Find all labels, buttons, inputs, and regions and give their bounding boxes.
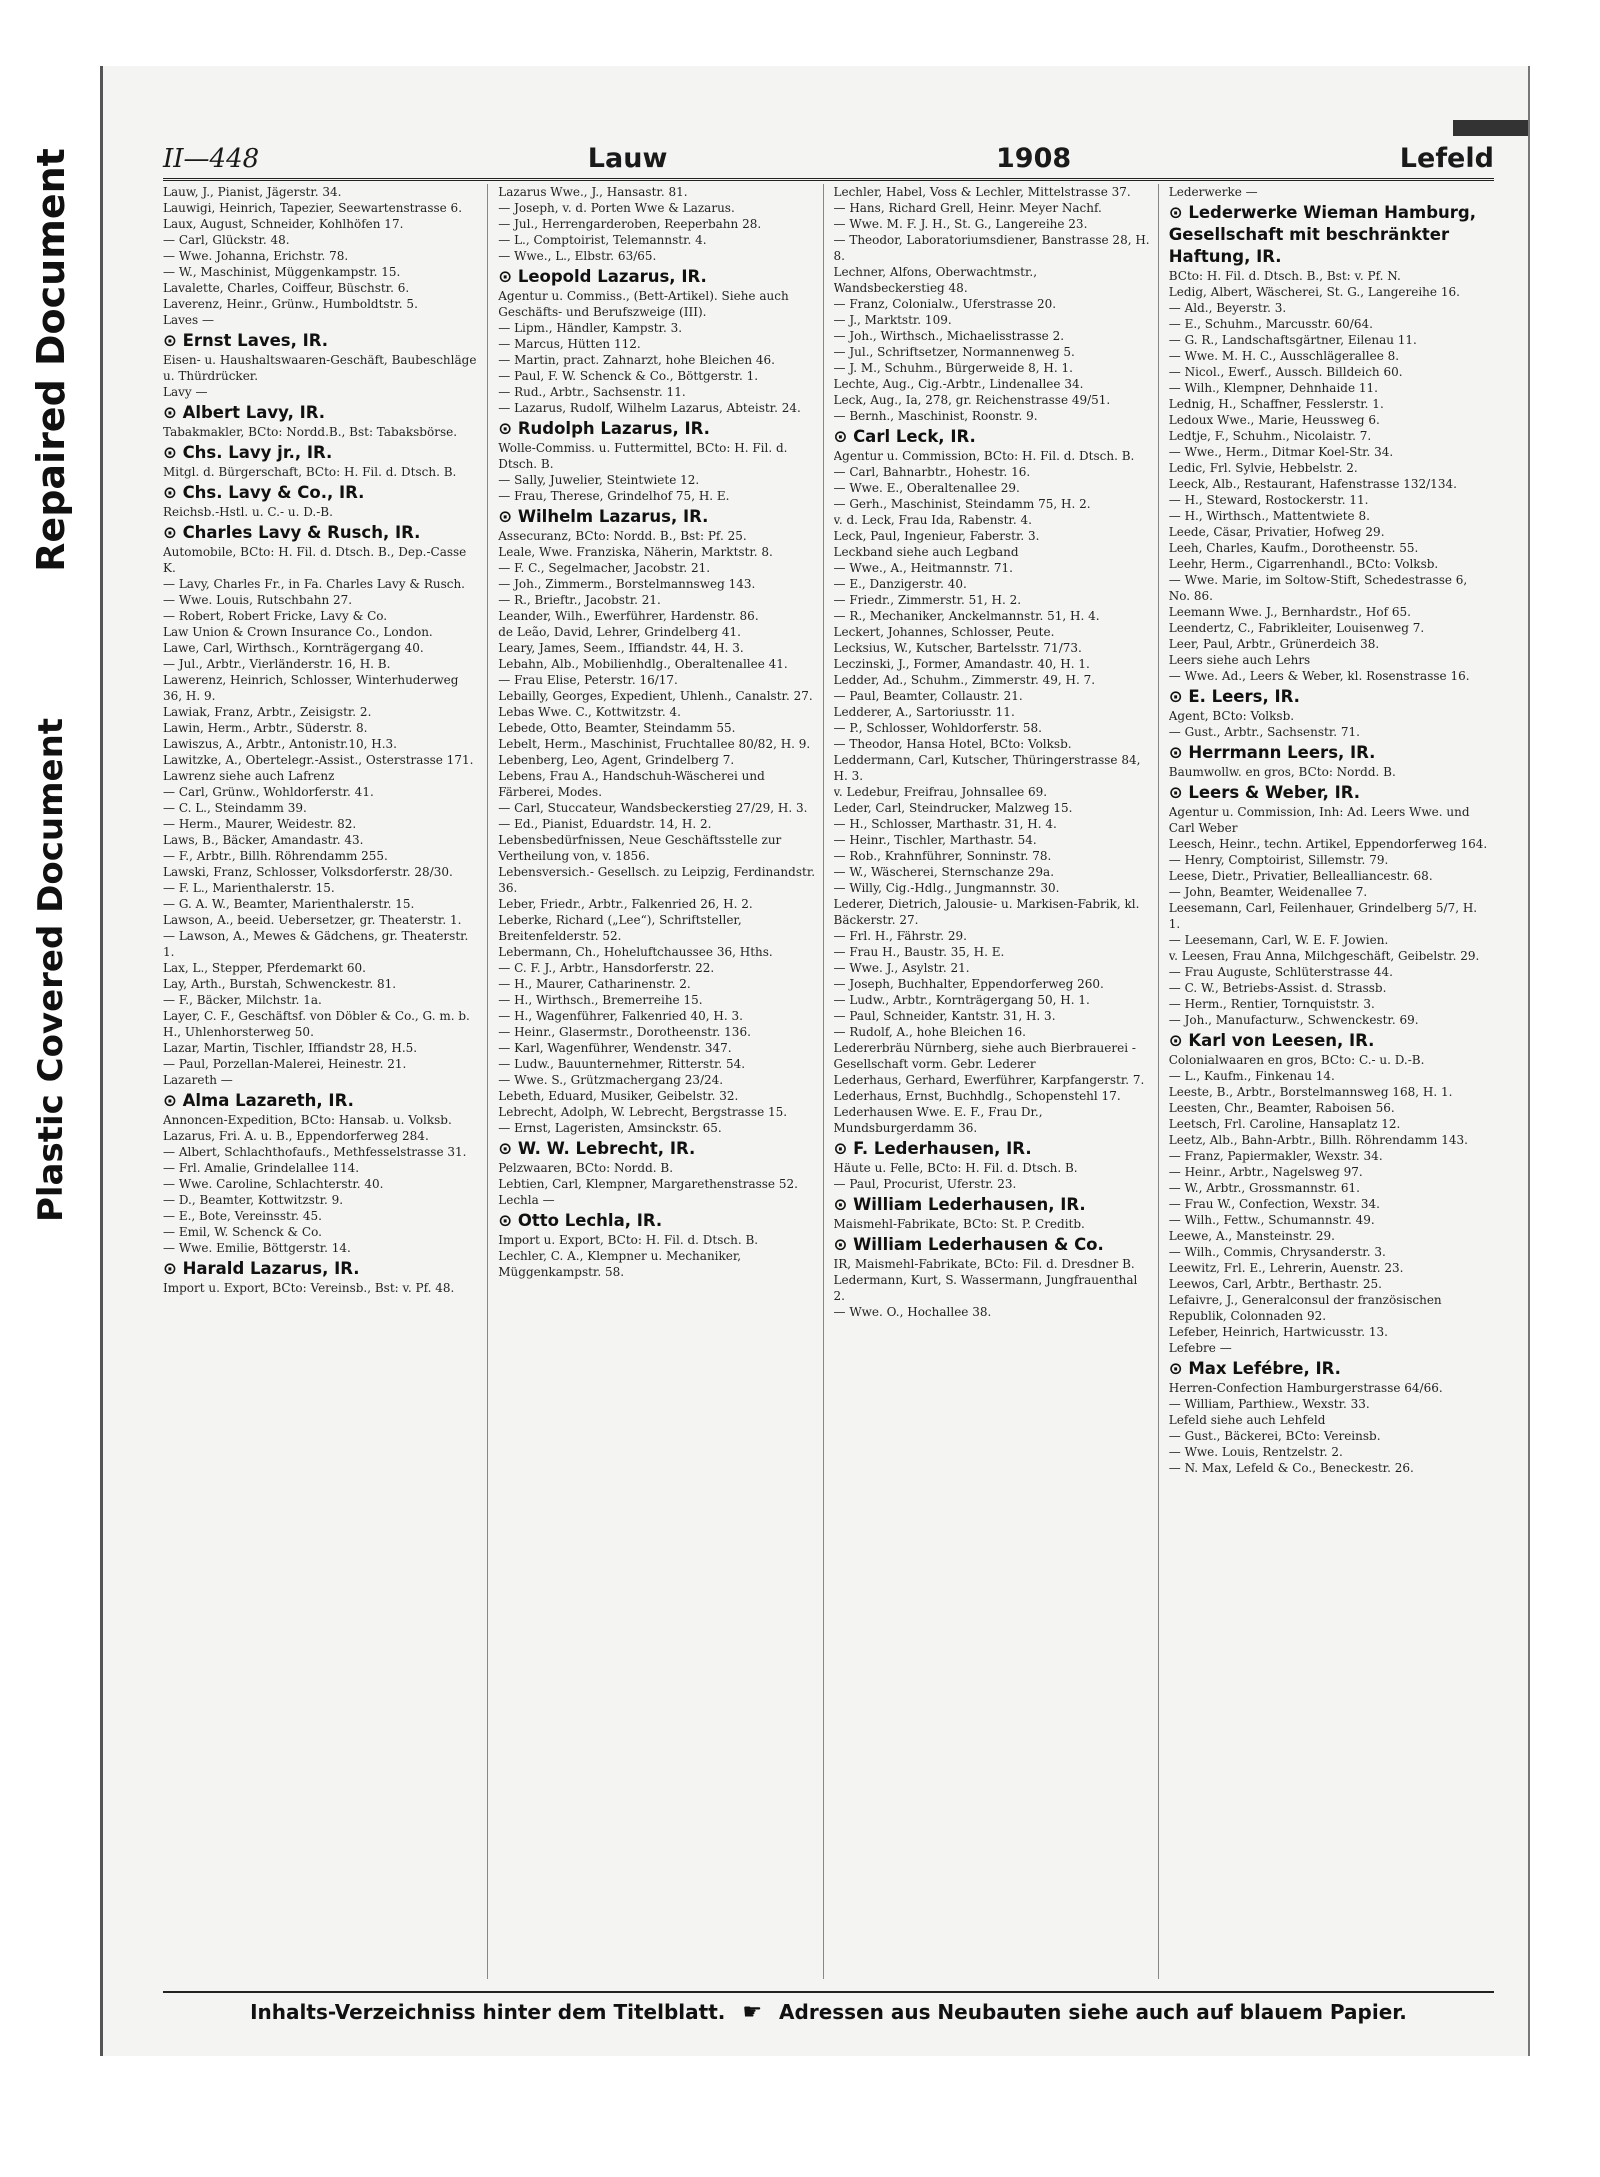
directory-entry: Lebermann, Ch., Hoheluftchaussee 36, Hths. — [498, 945, 773, 959]
directory-entry: — Paul, Porzellan-Malerei, Heinestr. 21. — [163, 1057, 407, 1071]
directory-entry: — R., Brieftr., Jacobstr. 21. — [498, 593, 661, 607]
directory-entry: — C. L., Steindamm 39. — [163, 801, 307, 815]
directory-entry: — R., Mechaniker, Anckelmannstr. 51, H. 4. — [833, 609, 1100, 623]
firm-entry: ⊙ Rudolph Lazarus, IR. — [498, 419, 710, 438]
directory-entry: — D., Beamter, Kottwitzstr. 9. — [163, 1193, 344, 1207]
directory-column — [834, 184, 1159, 1979]
directory-entry: — Gerh., Maschinist, Steindamm 75, H. 2. — [833, 497, 1091, 511]
directory-entry: — Carl, Grünw., Wohldorferstr. 41. — [163, 785, 374, 799]
directory-entry: Lawitzke, A., Obertelegr.-Assist., Osterstrasse 171. — [163, 753, 474, 767]
directory-entry: Leck, Aug., Ia, 278, gr. Reichenstrasse 49/51. — [833, 393, 1111, 407]
directory-entry: BCto: H. Fil. d. Dtsch. B., Bst: v. Pf. N. — [1168, 269, 1401, 283]
firm-entry: ⊙ Chs. Lavy jr., IR. — [163, 443, 333, 462]
directory-entry: — Wwe. Louis, Rentzelstr. 2. — [1168, 1445, 1343, 1459]
directory-entry: — Ludw., Arbtr., Kornträgergang 50, H. 1. — [833, 993, 1090, 1007]
directory-entry: Leary, James, Seem., Iffiandstr. 44, H. 3. — [498, 641, 744, 655]
directory-entry: Lebahn, Alb., Mobilienhdlg., Oberaltenallee 41. — [498, 657, 788, 671]
firm-entry: ⊙ Wilhelm Lazarus, IR. — [498, 507, 709, 526]
firm-entry: ⊙ William Lederhausen, IR. — [833, 1195, 1086, 1214]
directory-entry: — Bernh., Maschinist, Roonstr. 9. — [833, 409, 1038, 423]
directory-entry: de Leão, David, Lehrer, Grindelberg 41. — [498, 625, 741, 639]
firm-entry: ⊙ Ernst Laves, IR. — [163, 331, 329, 350]
directory-entry: — H., Wirthsch., Mattentwiete 8. — [1168, 509, 1370, 523]
directory-entry: — P., Schlosser, Wohldorferstr. 58. — [833, 721, 1042, 735]
directory-entry: — Ed., Pianist, Eduardstr. 14, H. 2. — [498, 817, 712, 831]
left-headword: Lauw — [587, 143, 668, 174]
directory-entry: — W., Wäscherei, Sternschanze 29a. — [833, 865, 1055, 879]
directory-entry: Lay, Arth., Burstah, Schwenckestr. 81. — [163, 977, 397, 991]
directory-entry: Lefeld siehe auch Lehfeld — [1168, 1413, 1326, 1427]
directory-entry: Leander, Wilh., Ewerführer, Hardenstr. 86. — [498, 609, 759, 623]
firm-entry: ⊙ William Lederhausen & Co. — [833, 1235, 1104, 1254]
directory-entry: — Hans, Richard Grell, Heinr. Meyer Nachf. — [833, 201, 1102, 215]
directory-entry: — Herm., Rentier, Tornquiststr. 3. — [1168, 997, 1375, 1011]
directory-column — [1169, 184, 1494, 1979]
directory-entry: Leede, Cäsar, Privatier, Hofweg 29. — [1168, 525, 1385, 539]
directory-entry: Agent, BCto: Volksb. — [1168, 709, 1295, 723]
directory-entry: Leetz, Alb., Bahn-Arbtr., Billh. Röhrendamm 143. — [1168, 1133, 1468, 1147]
directory-entry: — G. R., Landschaftsgärtner, Eilenau 11. — [1168, 333, 1417, 347]
directory-entry: — Wwe. Louis, Rutschbahn 27. — [163, 593, 353, 607]
directory-entry: Lebas Wwe. C., Kottwitzstr. 4. — [498, 705, 681, 719]
directory-entry: — Joh., Wirthsch., Michaelisstrasse 2. — [833, 329, 1065, 343]
year-heading: 1908 — [996, 143, 1072, 174]
directory-entry: — Theodor, Laboratoriumsdiener, Banstrasse 28, H. 8. — [833, 233, 1150, 263]
directory-entry: Leesch, Heinr., techn. Artikel, Eppendorferweg 164. — [1168, 837, 1488, 851]
firm-entry: ⊙ W. W. Lebrecht, IR. — [498, 1139, 696, 1158]
plastic-covered-text: Plastic Covered Document — [31, 717, 72, 1223]
directory-entry: — Heinr., Tischler, Marthastr. 54. — [833, 833, 1037, 847]
directory-entry: Law Union & Crown Insurance Co., London. — [163, 625, 433, 639]
directory-entry: — Nicol., Ewerf., Aussch. Billdeich 60. — [1168, 365, 1403, 379]
directory-entry: Lebailly, Georges, Expedient, Uhlenh., Canalstr. 27. — [498, 689, 813, 703]
firm-entry: ⊙ Leopold Lazarus, IR. — [498, 267, 707, 286]
footer-index-note: Inhalts-Verzeichniss hinter dem Titelblatt. — [250, 2000, 726, 2024]
directory-entry: Eisen- u. Haushaltswaaren-Geschäft, Baubeschläge u. Thürdrücker. — [163, 353, 477, 383]
directory-entry: — Willy, Cig.-Hdlg., Jungmannstr. 30. — [833, 881, 1060, 895]
directory-entry: Lederwerke — — [1168, 185, 1258, 199]
directory-entry: Lechler, C. A., Klempner u. Mechaniker, Müggenkampstr. 58. — [498, 1249, 742, 1279]
firm-entry: ⊙ Herrmann Leers, IR. — [1168, 743, 1376, 762]
directory-entry: Leese, Dietr., Privatier, Bellealliancestr. 68. — [1168, 869, 1433, 883]
directory-entry: — Henry, Comptoirist, Sillemstr. 79. — [1168, 853, 1389, 867]
directory-entry: — Franz, Colonialw., Uferstrasse 20. — [833, 297, 1057, 311]
directory-entry: — Albert, Schlachthofaufs., Methfesselstrasse 31. — [163, 1145, 467, 1159]
directory-entry: — Ald., Beyerstr. 3. — [1168, 301, 1287, 315]
directory-entry: — Jul., Arbtr., Vierländerstr. 16, H. B. — [163, 657, 391, 671]
directory-entry: Leale, Wwe. Franziska, Näherin, Marktstr. 8. — [498, 545, 773, 559]
directory-entry: Leczinski, J., Former, Amandastr. 40, H. 1. — [833, 657, 1090, 671]
directory-entry: — W., Maschinist, Müggenkampstr. 15. — [163, 265, 401, 279]
directory-columns — [163, 184, 1494, 1979]
directory-entry: — Carl, Bahnarbtr., Hohestr. 16. — [833, 465, 1031, 479]
directory-entry: — Wilh., Commis, Chrysanderstr. 3. — [1168, 1245, 1386, 1259]
directory-entry: Lebensversich.- Gesellsch. zu Leipzig, Ferdinandstr. 36. — [498, 865, 816, 895]
directory-entry: — Wwe., Herm., Ditmar Koel-Str. 34. — [1168, 445, 1394, 459]
directory-entry: Herren-Confection Hamburgerstrasse 64/66. — [1168, 1381, 1443, 1395]
directory-entry: — Wwe. E., Oberaltenallee 29. — [833, 481, 1020, 495]
directory-entry: — L., Kaufm., Finkenau 14. — [1168, 1069, 1335, 1083]
directory-entry: — C. F. J., Arbtr., Hansdorferstr. 22. — [498, 961, 715, 975]
directory-entry: Lebtien, Carl, Klempner, Margarethenstrasse 52. — [498, 1177, 798, 1191]
firm-entry: ⊙ Alma Lazareth, IR. — [163, 1091, 354, 1110]
directory-entry: — Wwe. M. F. J. H., St. G., Langereihe 23. — [833, 217, 1088, 231]
directory-entry: Lauw, J., Pianist, Jägerstr. 34. — [163, 185, 342, 199]
directory-entry: — Rudolf, A., hohe Bleichen 16. — [833, 1025, 1026, 1039]
directory-entry: — Ernst, Lageristen, Amsinckstr. 65. — [498, 1121, 722, 1135]
directory-entry: — Wwe. Marie, im Soltow-Stift, Schedestrasse 6, No. 86. — [1168, 573, 1468, 603]
firm-entry: ⊙ Albert Lavy, IR. — [163, 403, 326, 422]
directory-entry: Leck, Paul, Ingenieur, Faberstr. 3. — [833, 529, 1040, 543]
directory-entry: Lazarus, Fri. A. u. B., Eppendorferweg 284. — [163, 1129, 429, 1143]
directory-entry: — Franz, Papiermakler, Wexstr. 34. — [1168, 1149, 1383, 1163]
directory-entry: — Wilh., Fettw., Schumannstr. 49. — [1168, 1213, 1375, 1227]
directory-entry: Leewe, A., Mansteinstr. 29. — [1168, 1229, 1335, 1243]
directory-entry: — J. M., Schuhm., Bürgerweide 8, H. 1. — [833, 361, 1073, 375]
firm-entry: ⊙ Otto Lechla, IR. — [498, 1211, 663, 1230]
directory-entry: — Paul, Schneider, Kantstr. 31, H. 3. — [833, 1009, 1056, 1023]
directory-entry: Import u. Export, BCto: H. Fil. d. Dtsch. B. — [498, 1233, 759, 1247]
page-header — [163, 134, 1494, 181]
directory-entry: Lax, L., Stepper, Pferdemarkt 60. — [163, 961, 366, 975]
directory-entry: — F., Arbtr., Billh. Röhrendamm 255. — [163, 849, 388, 863]
directory-entry: Ledder, Ad., Schuhm., Zimmerstr. 49, H. 7. — [833, 673, 1096, 687]
directory-entry: — Gust., Arbtr., Sachsenstr. 71. — [1168, 725, 1360, 739]
directory-entry: Lawin, Herm., Arbtr., Süderstr. 8. — [163, 721, 368, 735]
directory-entry: Leesemann, Carl, Feilenhauer, Grindelberg 5/7, H. 1. — [1168, 901, 1478, 931]
directory-entry: Lebelt, Herm., Maschinist, Fruchtallee 80/82, H. 9. — [498, 737, 811, 751]
directory-entry: — Joh., Manufacturw., Schwenckestr. 69. — [1168, 1013, 1419, 1027]
directory-entry: — Sally, Juwelier, Steintwiete 12. — [498, 473, 700, 487]
directory-entry: — Jul., Schriftsetzer, Normannenweg 5. — [833, 345, 1075, 359]
directory-entry: Lefebre — — [1168, 1341, 1232, 1355]
directory-entry: Lauwigi, Heinrich, Tapezier, Seewartenstrasse 6. — [163, 201, 463, 215]
directory-entry: — Joseph, Buchhalter, Eppendorferweg 260. — [833, 977, 1104, 991]
directory-entry: — Martin, pract. Zahnarzt, hohe Bleichen 46. — [498, 353, 775, 367]
directory-entry: — Robert, Robert Fricke, Lavy & Co. — [163, 609, 388, 623]
directory-entry: Lebede, Otto, Beamter, Steindamm 55. — [498, 721, 736, 735]
directory-entry: v. d. Leck, Frau Ida, Rabenstr. 4. — [833, 513, 1032, 527]
directory-entry: Mitgl. d. Bürgerschaft, BCto: H. Fil. d. Dtsch. B. — [163, 465, 457, 479]
directory-entry: Annoncen-Expedition, BCto: Hansab. u. Volksb. — [163, 1113, 452, 1127]
firm-entry: ⊙ Chs. Lavy & Co., IR. — [163, 483, 365, 502]
directory-entry: — Heinr., Arbtr., Nagelsweg 97. — [1168, 1165, 1363, 1179]
directory-entry: Leberke, Richard („Lee“), Schriftsteller, Breitenfelderstr. 52. — [498, 913, 742, 943]
directory-entry: v. Leesen, Frau Anna, Milchgeschäft, Geibelstr. 29. — [1168, 949, 1480, 963]
directory-entry: Lednig, H., Schaffner, Fesslerstr. 1. — [1168, 397, 1384, 411]
directory-entry: Lederhaus, Ernst, Buchhdlg., Schopenstehl 17. — [833, 1089, 1121, 1103]
directory-entry: — Lipm., Händler, Kampstr. 3. — [498, 321, 683, 335]
directory-entry: Leewos, Carl, Arbtr., Berthastr. 25. — [1168, 1277, 1382, 1291]
directory-entry: Laverenz, Heinr., Grünw., Humboldtstr. 5. — [163, 297, 418, 311]
firm-entry: ⊙ Charles Lavy & Rusch, IR. — [163, 523, 421, 542]
directory-entry: Leehr, Herm., Cigarrenhandl., BCto: Volksb. — [1168, 557, 1439, 571]
page-number: II—448 — [163, 144, 260, 174]
directory-entry: Leemann Wwe. J., Bernhardstr., Hof 65. — [1168, 605, 1411, 619]
directory-entry: Agentur u. Commission, BCto: H. Fil. d. Dtsch. B. — [833, 449, 1135, 463]
firm-entry: ⊙ F. Lederhausen, IR. — [833, 1139, 1032, 1158]
directory-entry: Leckert, Johannes, Schlosser, Peute. — [833, 625, 1055, 639]
directory-entry: Pelzwaaren, BCto: Nordd. B. — [498, 1161, 674, 1175]
directory-entry: — Wwe. J., Asylstr. 21. — [833, 961, 970, 975]
directory-entry: — F. C., Segelmacher, Jacobstr. 21. — [498, 561, 711, 575]
directory-entry: Leder, Carl, Steindrucker, Malzweg 15. — [833, 801, 1073, 815]
directory-entry: Ledermann, Kurt, S. Wassermann, Jungfrauenthal 2. — [833, 1273, 1138, 1303]
directory-entry: — Joh., Zimmerm., Borstelmannsweg 143. — [498, 577, 756, 591]
directory-entry: Layer, C. F., Geschäftsf. von Döbler & Co., G. m. b. H., Uhlenhorsterweg 50. — [163, 1009, 470, 1039]
repaired-document-label — [20, 80, 82, 640]
directory-entry: — Frau W., Confection, Wexstr. 34. — [1168, 1197, 1380, 1211]
firm-entry: ⊙ Lederwerke Wieman Hamburg, Gesellschaft mit beschränkter Haftung, IR. — [1168, 203, 1476, 266]
directory-entry: — Paul, F. W. Schenck & Co., Böttgerstr. 1. — [498, 369, 759, 383]
directory-entry: Lebens, Frau A., Handschuh-Wäscherei und Färberei, Modes. — [498, 769, 765, 799]
directory-entry: Lawrenz siehe auch Lafrenz — [163, 769, 335, 783]
directory-entry: Lechner, Alfons, Oberwachtmstr., Wandsbeckerstieg 48. — [833, 265, 1038, 295]
directory-entry: — H., Maurer, Catharinenstr. 2. — [498, 977, 691, 991]
footer-address-note: Adressen aus Neubauten siehe auch auf blauem Papier. — [779, 2000, 1407, 2024]
directory-entry: Lawerenz, Heinrich, Schlosser, Winterhuderweg 36, H. 9. — [163, 673, 459, 703]
directory-entry: Lebensbedürfnissen, Neue Geschäftsstelle zur Vertheilung von, v. 1856. — [498, 833, 782, 863]
directory-entry: Leesten, Chr., Beamter, Raboisen 56. — [1168, 1101, 1395, 1115]
directory-entry: Lavy — — [163, 385, 208, 399]
directory-entry: — John, Beamter, Weidenallee 7. — [1168, 885, 1368, 899]
directory-entry: Leeh, Charles, Kaufm., Dorotheenstr. 55. — [1168, 541, 1419, 555]
directory-entry: Leeste, B., Arbtr., Borstelmannsweg 168, H. 1. — [1168, 1085, 1453, 1099]
directory-page — [100, 66, 1530, 2056]
directory-entry: — Frau, Therese, Grindelhof 75, H. E. — [498, 489, 730, 503]
directory-entry: Lederhausen Wwe. E. F., Frau Dr., Mundsburgerdamm 36. — [833, 1105, 1043, 1135]
directory-entry: Lazareth — — [163, 1073, 233, 1087]
directory-entry: — Herm., Maurer, Weidestr. 82. — [163, 817, 357, 831]
directory-entry: Leber, Friedr., Arbtr., Falkenried 26, H. 2. — [498, 897, 753, 911]
directory-entry: — H., Steward, Rostockerstr. 11. — [1168, 493, 1369, 507]
directory-entry: — C. W., Betriebs-Assist. d. Strassb. — [1168, 981, 1387, 995]
directory-entry: Automobile, BCto: H. Fil. d. Dtsch. B., Dep.-Casse K. — [163, 545, 467, 575]
directory-entry: Lederer, Dietrich, Jalousie- u. Markisen-Fabrik, kl. Bäckerstr. 27. — [833, 897, 1140, 927]
directory-entry: — Rud., Arbtr., Sachsenstr. 11. — [498, 385, 686, 399]
directory-entry: — Joseph, v. d. Porten Wwe & Lazarus. — [498, 201, 735, 215]
directory-entry: Lefeber, Heinrich, Hartwicusstr. 13. — [1168, 1325, 1388, 1339]
directory-entry: — H., Wagenführer, Falkenried 40, H. 3. — [498, 1009, 743, 1023]
directory-entry: — E., Schuhm., Marcusstr. 60/64. — [1168, 317, 1373, 331]
right-headword: Lefeld — [1399, 143, 1494, 174]
page-footer — [163, 1991, 1494, 2033]
firm-entry: ⊙ Max Lefébre, IR. — [1168, 1359, 1341, 1378]
directory-entry: Lefaivre, J., Generalconsul der französischen Republik, Colonnaden 92. — [1168, 1293, 1442, 1323]
directory-entry: Lebrecht, Adolph, W. Lebrecht, Bergstrasse 15. — [498, 1105, 788, 1119]
directory-entry: Häute u. Felle, BCto: H. Fil. d. Dtsch. B. — [833, 1161, 1078, 1175]
directory-entry: Leckband siehe auch Legband — [833, 545, 1019, 559]
directory-entry: Lechla — — [498, 1193, 555, 1207]
directory-entry: Lawe, Carl, Wirthsch., Kornträgergang 40. — [163, 641, 424, 655]
directory-entry: — J., Marktstr. 109. — [833, 313, 952, 327]
directory-entry: Lebenberg, Leo, Agent, Grindelberg 7. — [498, 753, 735, 767]
directory-entry: — N. Max, Lefeld & Co., Beneckestr. 26. — [1168, 1461, 1414, 1475]
directory-entry: Leer, Paul, Arbtr., Grünerdeich 38. — [1168, 637, 1380, 651]
directory-entry: — Lavy, Charles Fr., in Fa. Charles Lavy & Rusch. — [163, 577, 465, 591]
plastic-covered-label — [20, 690, 82, 1250]
directory-entry: — Frau Auguste, Schlüterstrasse 44. — [1168, 965, 1393, 979]
directory-entry: — Frau H., Baustr. 35, H. E. — [833, 945, 1005, 959]
directory-entry: — Karl, Wagenführer, Wendenstr. 347. — [498, 1041, 732, 1055]
directory-entry: — Emil, W. Schenck & Co. — [163, 1225, 322, 1239]
directory-entry: Ledoux Wwe., Marie, Heussweg 6. — [1168, 413, 1380, 427]
directory-entry: — Wwe. Johanna, Erichstr. 78. — [163, 249, 349, 263]
directory-entry: — Wwe., A., Heitmannstr. 71. — [833, 561, 1013, 575]
directory-entry: Lawiszus, A., Arbtr., Antonistr.10, H.3. — [163, 737, 397, 751]
directory-entry: Lavalette, Charles, Coiffeur, Büschstr. 6. — [163, 281, 410, 295]
directory-entry: v. Ledebur, Freifrau, Johnsallee 69. — [833, 785, 1048, 799]
directory-entry: Leendertz, C., Fabrikleiter, Louisenweg 7. — [1168, 621, 1425, 635]
pointing-hand-icon: ☛ — [742, 2000, 763, 2025]
directory-entry: Laws, B., Bäcker, Amandastr. 43. — [163, 833, 364, 847]
directory-entry: Leers siehe auch Lehrs — [1168, 653, 1311, 667]
directory-entry: Lechler, Habel, Voss & Lechler, Mittelstrasse 37. — [833, 185, 1131, 199]
directory-entry: — Wwe. Caroline, Schlachterstr. 40. — [163, 1177, 384, 1191]
directory-entry: Agentur u. Commiss., (Bett-Artikel). Siehe auch Geschäfts- und Berufszweige (III). — [498, 289, 789, 319]
directory-entry: Leddermann, Carl, Kutscher, Thüringerstrasse 84, H. 3. — [833, 753, 1141, 783]
directory-entry: — F. L., Marienthalerstr. 15. — [163, 881, 335, 895]
directory-entry: IR, Maismehl-Fabrikate, BCto: Fil. d. Dresdner B. — [833, 1257, 1135, 1271]
directory-entry: — H., Schlosser, Marthastr. 31, H. 4. — [833, 817, 1057, 831]
directory-entry: — Leesemann, Carl, W. E. F. Jowien. — [1168, 933, 1389, 947]
directory-entry: — William, Parthiew., Wexstr. 33. — [1168, 1397, 1370, 1411]
directory-entry: — Jul., Herrengarderoben, Reeperbahn 28. — [498, 217, 762, 231]
directory-entry: — Heinr., Glasermstr., Dorotheenstr. 136. — [498, 1025, 751, 1039]
directory-entry: Lazar, Martin, Tischler, Iffiandstr 28, H.5. — [163, 1041, 418, 1055]
directory-entry: — Wwe. Ad., Leers & Weber, kl. Rosenstrasse 16. — [1168, 669, 1470, 683]
directory-column — [498, 184, 823, 1979]
directory-entry: — F., Bäcker, Milchstr. 1a. — [163, 993, 322, 1007]
directory-entry: — L., Comptoirist, Telemannstr. 4. — [498, 233, 707, 247]
firm-entry: ⊙ Harald Lazarus, IR. — [163, 1259, 360, 1278]
directory-entry: Wolle-Commiss. u. Futtermittel, BCto: H. Fil. d. Dtsch. B. — [498, 441, 788, 471]
directory-entry: — Paul, Procurist, Uferstr. 23. — [833, 1177, 1017, 1191]
directory-column — [163, 184, 488, 1979]
directory-entry: Agentur u. Commission, Inh: Ad. Leers Wwe. und Carl Weber — [1168, 805, 1470, 835]
directory-entry: — Wwe., L., Elbstr. 63/65. — [498, 249, 657, 263]
directory-entry: — Frl. Amalie, Grindelallee 114. — [163, 1161, 360, 1175]
directory-entry: — Wilh., Klempner, Dehnhaide 11. — [1168, 381, 1378, 395]
directory-entry: — Wwe. S., Grützmachergang 23/24. — [498, 1073, 724, 1087]
directory-entry: — Ludw., Bauunternehmer, Ritterstr. 54. — [498, 1057, 746, 1071]
directory-entry: Tabakmakler, BCto: Nordd.B., Bst: Tabaksbörse. — [163, 425, 458, 439]
directory-entry: Ledererbräu Nürnberg, siehe auch Bierbrauerei - Gesellschaft vorm. Gebr. Lederer — [833, 1041, 1136, 1071]
directory-entry: — Wwe. O., Hochallee 38. — [833, 1305, 992, 1319]
directory-entry: Colonialwaaren en gros, BCto: C.- u. D.-B. — [1168, 1053, 1425, 1067]
directory-entry: — E., Danzigerstr. 40. — [833, 577, 967, 591]
directory-entry: — Friedr., Zimmerstr. 51, H. 2. — [833, 593, 1022, 607]
firm-entry: ⊙ Karl von Leesen, IR. — [1168, 1031, 1375, 1050]
directory-entry: — Carl, Glückstr. 48. — [163, 233, 290, 247]
directory-entry: Lawski, Franz, Schlosser, Volksdorferstr. 28/30. — [163, 865, 453, 879]
directory-entry: Assecuranz, BCto: Nordd. B., Bst: Pf. 25. — [498, 529, 747, 543]
directory-entry: Lawiak, Franz, Arbtr., Zeisigstr. 2. — [163, 705, 372, 719]
directory-entry: — Carl, Stuccateur, Wandsbeckerstieg 27/29, H. 3. — [498, 801, 808, 815]
directory-entry: Lechte, Aug., Cig.-Arbtr., Lindenallee 34. — [833, 377, 1084, 391]
directory-entry: Ledtje, F., Schuhm., Nicolaistr. 7. — [1168, 429, 1372, 443]
directory-entry: Import u. Export, BCto: Vereinsb., Bst: v. Pf. 48. — [163, 1281, 455, 1295]
directory-entry: — W., Arbtr., Grossmannstr. 61. — [1168, 1181, 1360, 1195]
directory-entry: — Marcus, Hütten 112. — [498, 337, 641, 351]
directory-entry: Leetsch, Frl. Caroline, Hansaplatz 12. — [1168, 1117, 1401, 1131]
directory-entry: — Frl. H., Fährstr. 29. — [833, 929, 967, 943]
firm-entry: ⊙ E. Leers, IR. — [1168, 687, 1300, 706]
directory-entry: Baumwollw. en gros, BCto: Nordd. B. — [1168, 765, 1396, 779]
directory-entry: Leeck, Alb., Restaurant, Hafenstrasse 132/134. — [1168, 477, 1457, 491]
directory-entry: — Paul, Beamter, Collaustr. 21. — [833, 689, 1023, 703]
directory-entry: — Lazarus, Rudolf, Wilhelm Lazarus, Abteistr. 24. — [498, 401, 801, 415]
firm-entry: ⊙ Leers & Weber, IR. — [1168, 783, 1360, 802]
directory-entry: Lawson, A., beeid. Uebersetzer, gr. Theaterstr. 1. — [163, 913, 462, 927]
directory-entry: — G. A. W., Beamter, Marienthalerstr. 15. — [163, 897, 415, 911]
directory-entry: — Lawson, A., Mewes & Gädchens, gr. Theaterstr. 1. — [163, 929, 469, 959]
directory-entry: Ledic, Frl. Sylvie, Hebbelstr. 2. — [1168, 461, 1358, 475]
directory-entry: Leewitz, Frl. E., Lehrerin, Auenstr. 23. — [1168, 1261, 1404, 1275]
firm-entry: ⊙ Carl Leck, IR. — [833, 427, 976, 446]
directory-entry: Laux, August, Schneider, Kohlhöfen 17. — [163, 217, 404, 231]
directory-entry: Reichsb.-Hstl. u. C.- u. D.-B. — [163, 505, 333, 519]
directory-entry: — Wwe. M. H. C., Ausschlägerallee 8. — [1168, 349, 1400, 363]
directory-entry: — H., Wirthsch., Bremerreihe 15. — [498, 993, 703, 1007]
directory-entry: — Rob., Krahnführer, Sonninstr. 78. — [833, 849, 1052, 863]
directory-entry: — Gust., Bäckerei, BCto: Vereinsb. — [1168, 1429, 1381, 1443]
directory-entry: — Frau Elise, Peterstr. 16/17. — [498, 673, 678, 687]
directory-entry: — E., Bote, Vereinsstr. 45. — [163, 1209, 322, 1223]
repaired-document-text: Repaired Document — [29, 148, 74, 572]
directory-entry: Lebeth, Eduard, Musiker, Geibelstr. 32. — [498, 1089, 739, 1103]
directory-entry: — Wwe. Emilie, Böttgerstr. 14. — [163, 1241, 351, 1255]
directory-entry: Ledig, Albert, Wäscherei, St. G., Langereihe 16. — [1168, 285, 1460, 299]
directory-entry: — Theodor, Hansa Hotel, BCto: Volksb. — [833, 737, 1072, 751]
directory-entry: Lazarus Wwe., J., Hansastr. 81. — [498, 185, 688, 199]
directory-entry: Maismehl-Fabrikate, BCto: St. P. Creditb. — [833, 1217, 1085, 1231]
directory-entry: Laves — — [163, 313, 214, 327]
directory-entry: Lederhaus, Gerhard, Ewerführer, Karpfangerstr. 7. — [833, 1073, 1145, 1087]
directory-entry: Lecksius, W., Kutscher, Bartelsstr. 71/73. — [833, 641, 1082, 655]
directory-entry: Ledderer, A., Sartoriusstr. 11. — [833, 705, 1015, 719]
